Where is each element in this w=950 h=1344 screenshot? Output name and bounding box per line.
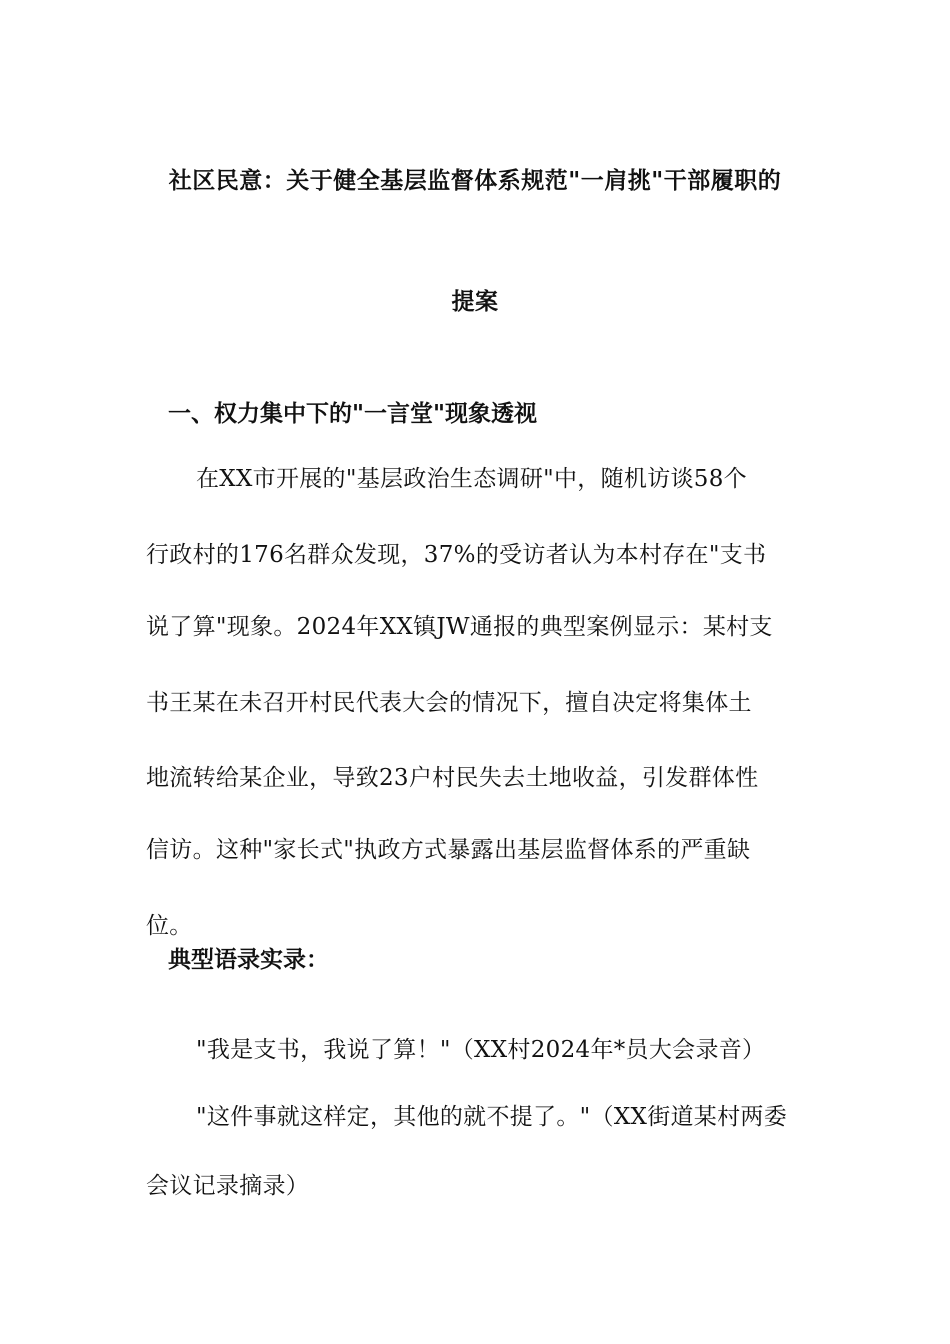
paragraph-line: 位。 xyxy=(146,913,193,939)
paragraph-line: 行政村的176名群众发现，37%的受访者认为本村存在"支书 xyxy=(146,542,767,568)
section-heading: 一、权力集中下的"一言堂"现象透视 xyxy=(168,400,537,427)
paragraph-line: 信访。这种"家长式"执政方式暴露出基层监督体系的严重缺 xyxy=(146,837,751,863)
document-title-line-2: 提案 xyxy=(451,288,499,315)
quote-line: "这件事就这样定，其他的就不提了。"（XX街道某村两委 xyxy=(196,1104,788,1130)
paragraph-line: 地流转给某企业，导致23户村民失去土地收益，引发群体性 xyxy=(146,765,759,791)
quote-line: "我是支书，我说了算！"（XX村2024年*员大会录音） xyxy=(196,1037,766,1063)
quotes-heading: 典型语录实录： xyxy=(168,946,329,973)
paragraph-line: 说了算"现象。2024年XX镇JW通报的典型案例显示：某村支 xyxy=(146,614,773,640)
document-title-line-1: 社区民意：关于健全基层监督体系规范"一肩挑"干部履职的 xyxy=(168,167,782,194)
paragraph-line: 在XX市开展的"基层政治生态调研"中，随机访谈58个 xyxy=(196,466,747,492)
quote-line: 会议记录摘录） xyxy=(146,1173,310,1199)
paragraph-line: 书王某在未召开村民代表大会的情况下，擅自决定将集体土 xyxy=(146,690,752,716)
